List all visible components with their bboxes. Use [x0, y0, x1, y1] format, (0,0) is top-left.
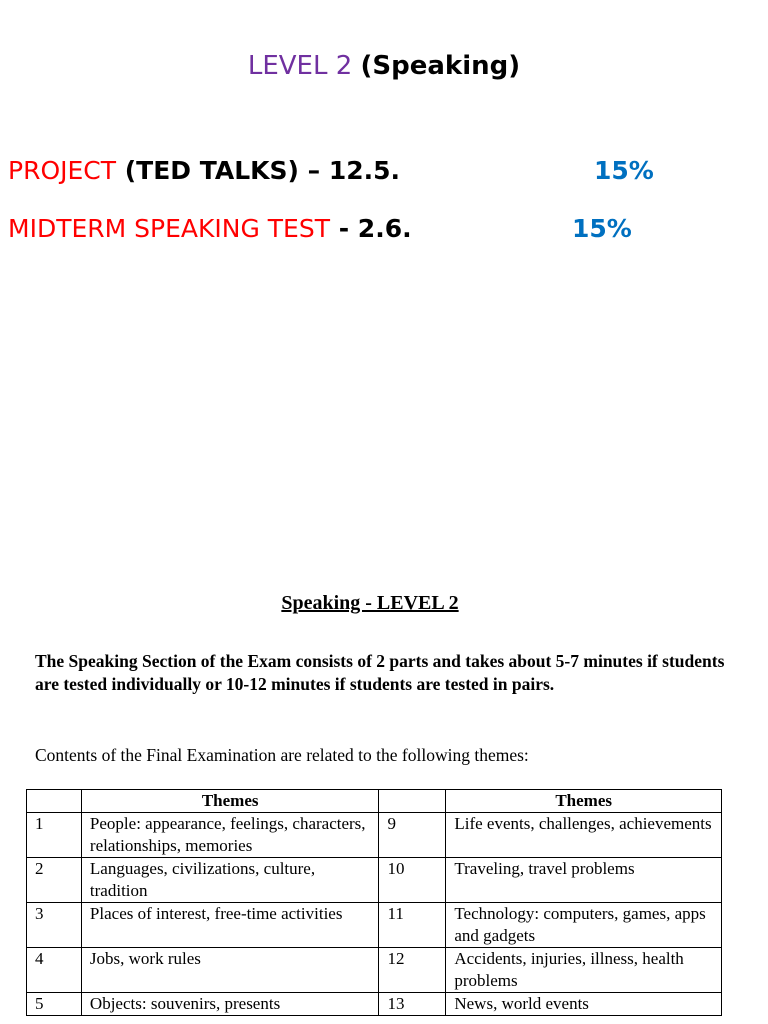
table-header-cell: Themes [446, 790, 722, 813]
document-title: Speaking - LEVEL 2 [281, 592, 459, 614]
table-cell: 9 [379, 813, 446, 858]
table-cell: Life events, challenges, achievements [446, 813, 722, 858]
table-row [27, 858, 722, 903]
subtitle-label: (Speaking) [360, 51, 521, 81]
table-cell: 11 [379, 903, 446, 948]
table-cell: 12 [379, 948, 446, 993]
table-cell: Accidents, injuries, illness, health problems [446, 948, 722, 993]
table-cell: 13 [379, 993, 446, 1016]
table-cell: Jobs, work rules [81, 948, 379, 993]
themes-table [26, 789, 722, 1016]
table-header-cell: Themes [81, 790, 379, 813]
table-cell: 2 [27, 858, 82, 903]
table-cell: 5 [27, 993, 82, 1016]
table-row [27, 993, 722, 1016]
table-cell: 1 [27, 813, 82, 858]
document-contents-line: Contents of the Final Examination are related to the following themes: [35, 745, 529, 765]
table-row [27, 948, 722, 993]
slide-title [0, 48, 768, 84]
table-cell: Objects: souvenirs, presents [81, 993, 379, 1016]
table-cell: 4 [27, 948, 82, 993]
assessment-name: MIDTERM SPEAKING TEST [8, 214, 330, 243]
table-header-cell [379, 790, 446, 813]
document-intro: The Speaking Section of the Exam consists of 2 parts and takes about 5-7 minutes if students are tested individually or 10-12 minutes if students are tested in pairs. [35, 651, 725, 694]
table-row [27, 813, 722, 858]
assessment-weight: 15% [594, 156, 654, 185]
table-cell: Technology: computers, games, apps and gadgets [446, 903, 722, 948]
table-header-cell [27, 790, 82, 813]
assessment-name: PROJECT [8, 156, 117, 185]
level-label: LEVEL 2 [247, 51, 353, 81]
table-cell: Traveling, travel problems [446, 858, 722, 903]
table-cell: People: appearance, feelings, characters, relationships, memories [81, 813, 379, 858]
assessment-midterm-row [8, 211, 632, 247]
assessment-date: (TED TALKS) – 12.5. [124, 156, 401, 185]
table-row [27, 903, 722, 948]
assessment-project-row [8, 153, 654, 189]
table-header-row [27, 790, 722, 813]
table-cell: Places of interest, free-time activities [81, 903, 379, 948]
assessment-weight: 15% [572, 214, 632, 243]
table-cell: Languages, civilizations, culture, tradition [81, 858, 379, 903]
table-cell: 3 [27, 903, 82, 948]
table-cell: News, world events [446, 993, 722, 1016]
assessment-date: - 2.6. [338, 214, 412, 243]
table-cell: 10 [379, 858, 446, 903]
